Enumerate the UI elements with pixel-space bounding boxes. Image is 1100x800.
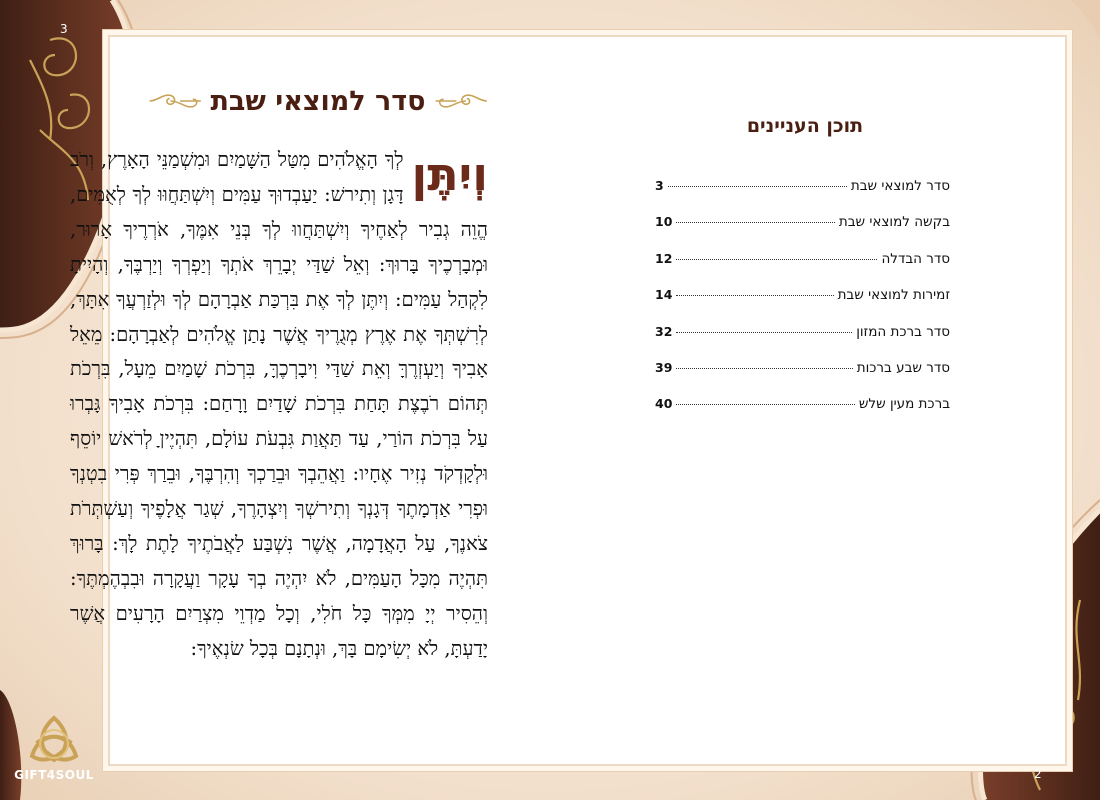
title-ornament-right-icon	[434, 88, 488, 114]
left-page-number: 3	[60, 22, 68, 36]
drop-cap: וְיִתֶּן	[411, 147, 488, 201]
toc-leader-dots	[676, 404, 854, 405]
blessing-text-block	[70, 143, 488, 667]
page-title: סדר למוצאי שבת	[210, 85, 426, 117]
toc-leader-dots	[676, 332, 852, 333]
logo-wordmark: GIFT4SOUL	[14, 768, 94, 782]
toc-leader-dots	[676, 222, 834, 223]
toc-item-page: 14	[655, 287, 673, 303]
toc-item[interactable]	[655, 251, 950, 287]
toc-item-page: 40	[655, 396, 673, 412]
toc-item-label: זמירות למוצאי שבת	[837, 287, 950, 304]
toc-item-page: 3	[655, 178, 664, 193]
toc-item-label: סדר ברכת המזון	[856, 323, 950, 340]
toc-item-page: 10	[655, 214, 673, 230]
toc-item[interactable]	[655, 324, 950, 360]
toc-item[interactable]	[655, 360, 950, 396]
toc-item-label: סדר הבדלה	[881, 250, 950, 267]
toc-title: תוכן העניינים	[746, 115, 864, 137]
title-ornament-left-icon	[148, 88, 202, 114]
toc-item-label: בקשה למוצאי שבת	[838, 214, 950, 231]
toc-item[interactable]	[655, 396, 950, 432]
toc-leader-dots	[676, 259, 877, 260]
toc-list	[655, 178, 950, 433]
toc-item-page: 32	[655, 323, 673, 339]
toc-item[interactable]	[655, 214, 950, 250]
toc-item-label: סדר שבע ברכות	[856, 359, 950, 376]
toc-item-label: סדר למוצאי שבת	[850, 178, 950, 194]
toc-item-page: 12	[655, 250, 673, 266]
gift4soul-logo	[10, 712, 98, 787]
toc-leader-dots	[668, 186, 847, 187]
right-page-number: 2	[1034, 767, 1042, 781]
page-title-row	[148, 80, 488, 122]
toc-item[interactable]	[655, 178, 950, 214]
blessing-text: לְךָ הָאֱלֹהִים מִטַּל הַשָּׁמַיִם וּמִשְׁמַנֵּי הָאָרֶץ, וְרֹב דָּגָן וְתִירשׁ: יַעַבְדוּךָ עַמִּים וְיִשְׁתַּחֲוּוּ לְךָ לְאֻמִּים, הֱוֵה גְבִיר לְאַחֶיךָ וְיִשְׁתַּחֲווּ לְךָ בְּנֵי אִמֶּךָ, אֹרְרֶיךָ אָרוּר, וּמְבָרְכֶיךָ בָּרוּךְ: וְאֵל שַׁדַּי יְבָרֵךְ אֹתְךָ וְיַפְרְךָ וְיַרְבֶּךָ, וְהָיִיתָ לִקְהַל עַמִּים: וְיִתֶּן לְךָ אֶת בִּרְכַּת אַבְרָהָם לְךָ וּלְזַרְעֲךָ אִתָּךְ, לְרִשְׁתְּךָ אֶת אֶרֶץ מְגֻרֶיךָ אֲשֶׁר נָתַן אֱלֹהִים לְאַבְרָהָם: מֵאֵל אָבִיךָ וְיַעְזְרֶךָּ וְאֵת שַׁדַּי וִיבָרְכֶךָּ, בִּרְכֹת שָׁמַיִם מֵעָל, בִּרְכֹת תְּהוֹם רֹבֶצֶת תָּחַת בִּרְכֹת שָׁדַיִם וָרָחַם: בִּרְכֹת אָבִיךָ גָּבְרוּ עַל בִּרְכֹת הוֹרַי, עַד תַּאֲוַת גִּבְעֹת עוֹלָם, תִּהְיֶיןָ לְרֹאשׁ יוֹסֵף וּלְקָדְקֹד נְזִיר אֶחָיו: וַאֲהֵבְךָ וּבֵרַכְךָ וְהִרְבֶּךָ, וּבֵרַךְ פְּרִי בִטְנְךָ וּפְרִי אַדְמָתֶךָ דְּגָנְךָ וְתִירשְׁךָ וְיִצְהָרֶךָ, שְׁגַר אֲלָפֶיךָ וְעַשְׁתְּרֹת צֹאנֶךָ, עַל הָאֲדָמָה, אֲשֶׁר נִשְׁבַּע לַאֲבֹתֶיךָ לָתֶת לָךְ: בָּרוּךְ תִּהְיֶה מִכָּל הָעַמִּים, לֹא יִהְיֶה בְךָ עָקָר וַעֲקָרָה וּבִבְהֶמְתֶּךָ: וְהֵסִיר יְיָ מִמְּךָ כָּל חֹלִי, וְכָל מַדְוֵי מִצְרַיִם הָרָעִים אֲשֶׁר יָדַעְתָּ, לֹא יְשִׂימָם בָּךְ, וּנְתָנָם בְּכָל שׂנְאֶיךָ:	[70, 148, 488, 660]
toc-item-page: 39	[655, 359, 673, 375]
toc-item-label: ברכת מעין שלש	[858, 396, 950, 413]
toc-item[interactable]	[655, 287, 950, 323]
triquetra-logo-icon	[10, 712, 98, 770]
toc-leader-dots	[676, 368, 852, 369]
toc-leader-dots	[676, 295, 833, 296]
